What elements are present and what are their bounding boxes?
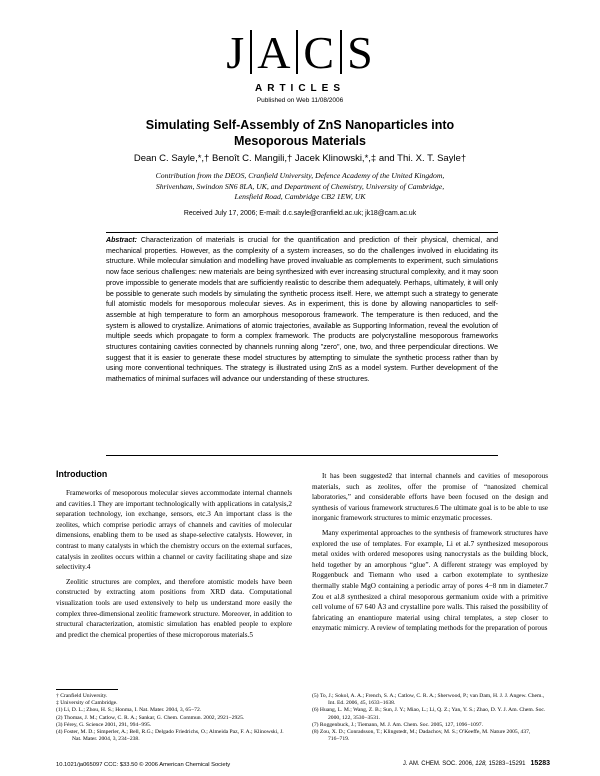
section-heading-introduction: Introduction <box>56 469 108 479</box>
abstract <box>106 236 498 386</box>
abstract-text: Characterization of materials is crucial for the quantification and prediction of their physical, chemical, and mechanical properties. However, as the complexity of a system increases, so do the challenges involved in elucidating its structure. While molecular simulation and modelling have proved invaluable as complements to experiment, such simulations now face serious challenges: new materials are being synthesized with ever increasing structural complexity, and it may soon prove impossible to generate models that are sufficiently realistic to describe them adequately. Perhaps, ultimately, it will only be possible to generate such models by simulating the synthetic process itself. Here, we attempt such a strategy to generate full atomistic models for mesoporous molecular sieves. As in experiment, this is done by allowing nanoparticles to self-assemble at high temperature to form an amorphous mesoporous framework. The temperature is then reduced, and the system is allowed to crystallize. Animations of atomic trajectories, available as Supporting Information, reveal the evolution of multiple seeds which propagate to form a complex framework. The products are polycrystalline mesoporous frameworks structures containing cavities connected by channels running along "zero", one, two, and three perpendicular directions. We suggest that it is easier to generate these model structures by attempting to simulate the synthetic process rather than by using more conventional techniques. The strategy is illustrated using ZnS as a model system. Further development of the mathematics of minimal surfaces will advance our understanding of these structures. <box>106 237 498 384</box>
page-number: 15283 <box>530 760 550 767</box>
footnotes-left <box>56 693 292 743</box>
logo-divider <box>340 30 342 74</box>
logo-letter-s: S <box>347 27 374 78</box>
footer-citation <box>400 760 550 767</box>
paragraph: It has been suggested2 that internal channels and cavities of mesoporous materials, such as zeolites, offer the promise of “nanosized chemical laboratories,” and considerable efforts have been focused on the design and synthesis of various framework structures.6 The ultimate goal is to be able to use inorganic framework structures to mimic enzymatic processes. <box>312 472 548 523</box>
footer-pages: 15283−15291 <box>488 761 526 767</box>
section-label: ARTICLES <box>255 83 345 94</box>
received-line: Received July 17, 2006; E-mail: d.c.sayle@cranfield.ac.uk; jk18@cam.ac.uk <box>183 210 417 217</box>
logo-divider <box>296 30 298 74</box>
footer-doi: 10.1021/ja065097 CCC: $33.50 © 2006 American Chemical Society <box>56 762 231 768</box>
title-line-1: Simulating Self-Assembly of ZnS Nanoparticles into <box>145 118 455 132</box>
affiliation-line-2: Shrivenham, Swindon SN6 8LA, UK, and Department of Chemistry, University of Cambridge, <box>155 181 445 191</box>
affiliation-line-1: Contribution from the DEOS, Cranfield University, Defence Academy of the United Kingdom, <box>155 171 445 180</box>
footer-journal-name: J. AM. CHEM. SOC. 2006, <box>402 761 474 767</box>
reference: (7) Roggenbuck, J.; Tiemann, M. J. Am. Chem. Soc. 2005, 127, 1096−1097. <box>312 721 483 728</box>
left-column <box>56 488 292 640</box>
paper-title <box>0 117 600 149</box>
footnotes-right <box>312 693 548 743</box>
reference: (1) Li, D. L.; Zhou, H. S.; Honma, I. Nat. Mater. 2004, 3, 65−72. <box>56 707 202 714</box>
logo-letter-j: J <box>226 27 246 78</box>
logo-divider <box>250 30 252 74</box>
reference: (6) Huang, L. M.; Wang, Z. B.; Sun, J. Y.; Miao, L.; Li, Q. Z.; Yan, Y. S.; Zhao, D. Y. J. Am. Chem. Soc. 2000, 122, 3530−3531. <box>312 707 546 721</box>
paragraph: Zeolitic structures are complex, and therefore atomistic models have been constructed by extracting atom positions from XRD data. Computational visualization tools are used extensively to help us understand more easily the complex three-dimensional zeolitic framework structure. Moreover, in addition to structural characterization, atomistic simulation has enabled people to explore and predict the chemical properties of these microporous materials.5 <box>56 577 292 639</box>
footnote-rule <box>56 689 118 690</box>
footnote: ‡ University of Cambridge. <box>56 700 118 707</box>
footnote: † Cranfield University. <box>56 693 108 699</box>
reference: (2) Thomas, J. M.; Catlow, C. R. A.; Sankar, G. Chem. Commun. 2002, 2921−2925. <box>56 714 245 721</box>
right-column <box>312 471 548 634</box>
abstract-label: Abstract: <box>106 237 137 244</box>
jacs-logo <box>0 27 600 78</box>
reference: (4) Foster, M. D.; Simperler, A.; Bell, R.G.; Delgado Friedrichs, O.; Almeida Paz, F. A.; Klinowski, J. Nat. Mater. 2004, 3, 234−238. <box>56 729 284 743</box>
publication-date: Published on Web 11/08/2006 <box>256 97 344 104</box>
author-list: Dean C. Sayle,*,† Benoît C. Mangili,† Jacek Klinowski,*,‡ and Thi. X. T. Sayle† <box>133 153 467 164</box>
reference: (3) Férey, G. Science 2001, 291, 994−995. <box>56 721 152 728</box>
journal-logo <box>0 27 600 104</box>
reference: (8) Zou, X. D.; Conradsson, T.; Klingstedt, M.; Dadachov, M. S.; O'Keeffe, M. Nature 2005, 437, 716−719. <box>312 729 531 743</box>
footer-volume: 128, <box>475 761 487 767</box>
paragraph: Many experimental approaches to the synthesis of framework structures have explored the use of templates. For example, Li et al.7 synthesized mesoporous metal oxides with ordered mesopores using nanocrystals as the building block, held together by an amorphous “glue”. A different strategy was employed by Roggenbuck and Tiemann who used a carbon exotemplate to synthesize thermally stable MgO containing a periodic array of pores 4−8 nm in diameter.7 Zou et al.8 synthesized a chiral mesoporous germanium oxide with a primitive cell volume of 67 640 Å3 and crystalline pore walls. This raised the possibility of fabricating an enantiopure material using chiral templates, a step closer to enzymatic mimicry. A review of templating methods for the preparation of porous <box>312 528 548 633</box>
reference: (5) To, J.; Sokol, A. A.; French, S. A.; Catlow, C. R. A.; Sherwood, P.; van Dam, H. J. J. Angew. Chem., Int. Ed. 2006, 45, 1633−1638. <box>312 693 545 707</box>
logo-letter-c: C <box>303 27 336 78</box>
affiliation <box>110 171 490 203</box>
affiliation-line-3: Lensfield Road, Cambridge CB2 1EW, UK <box>234 192 366 201</box>
title-line-2: Mesoporous Materials <box>234 134 366 148</box>
logo-letter-a: A <box>257 27 292 78</box>
paragraph: Frameworks of mesoporous molecular sieves accommodate internal channels and cavities.1 They are important technologically with applications in catalysis,2 separation technology, ion exchange, sensors, etc.3 An important class is the zeolites, which comprise periodic arrays of channels and cavities of molecular dimensions, enabling them to be used as shape-selective catalysts. However, in contrast to many catalysts in which the chemistry occurs on the external surfaces, catalysis in zeolites occurs within a channel or cavity facilitating shape and size selectivity.4 <box>56 489 292 572</box>
